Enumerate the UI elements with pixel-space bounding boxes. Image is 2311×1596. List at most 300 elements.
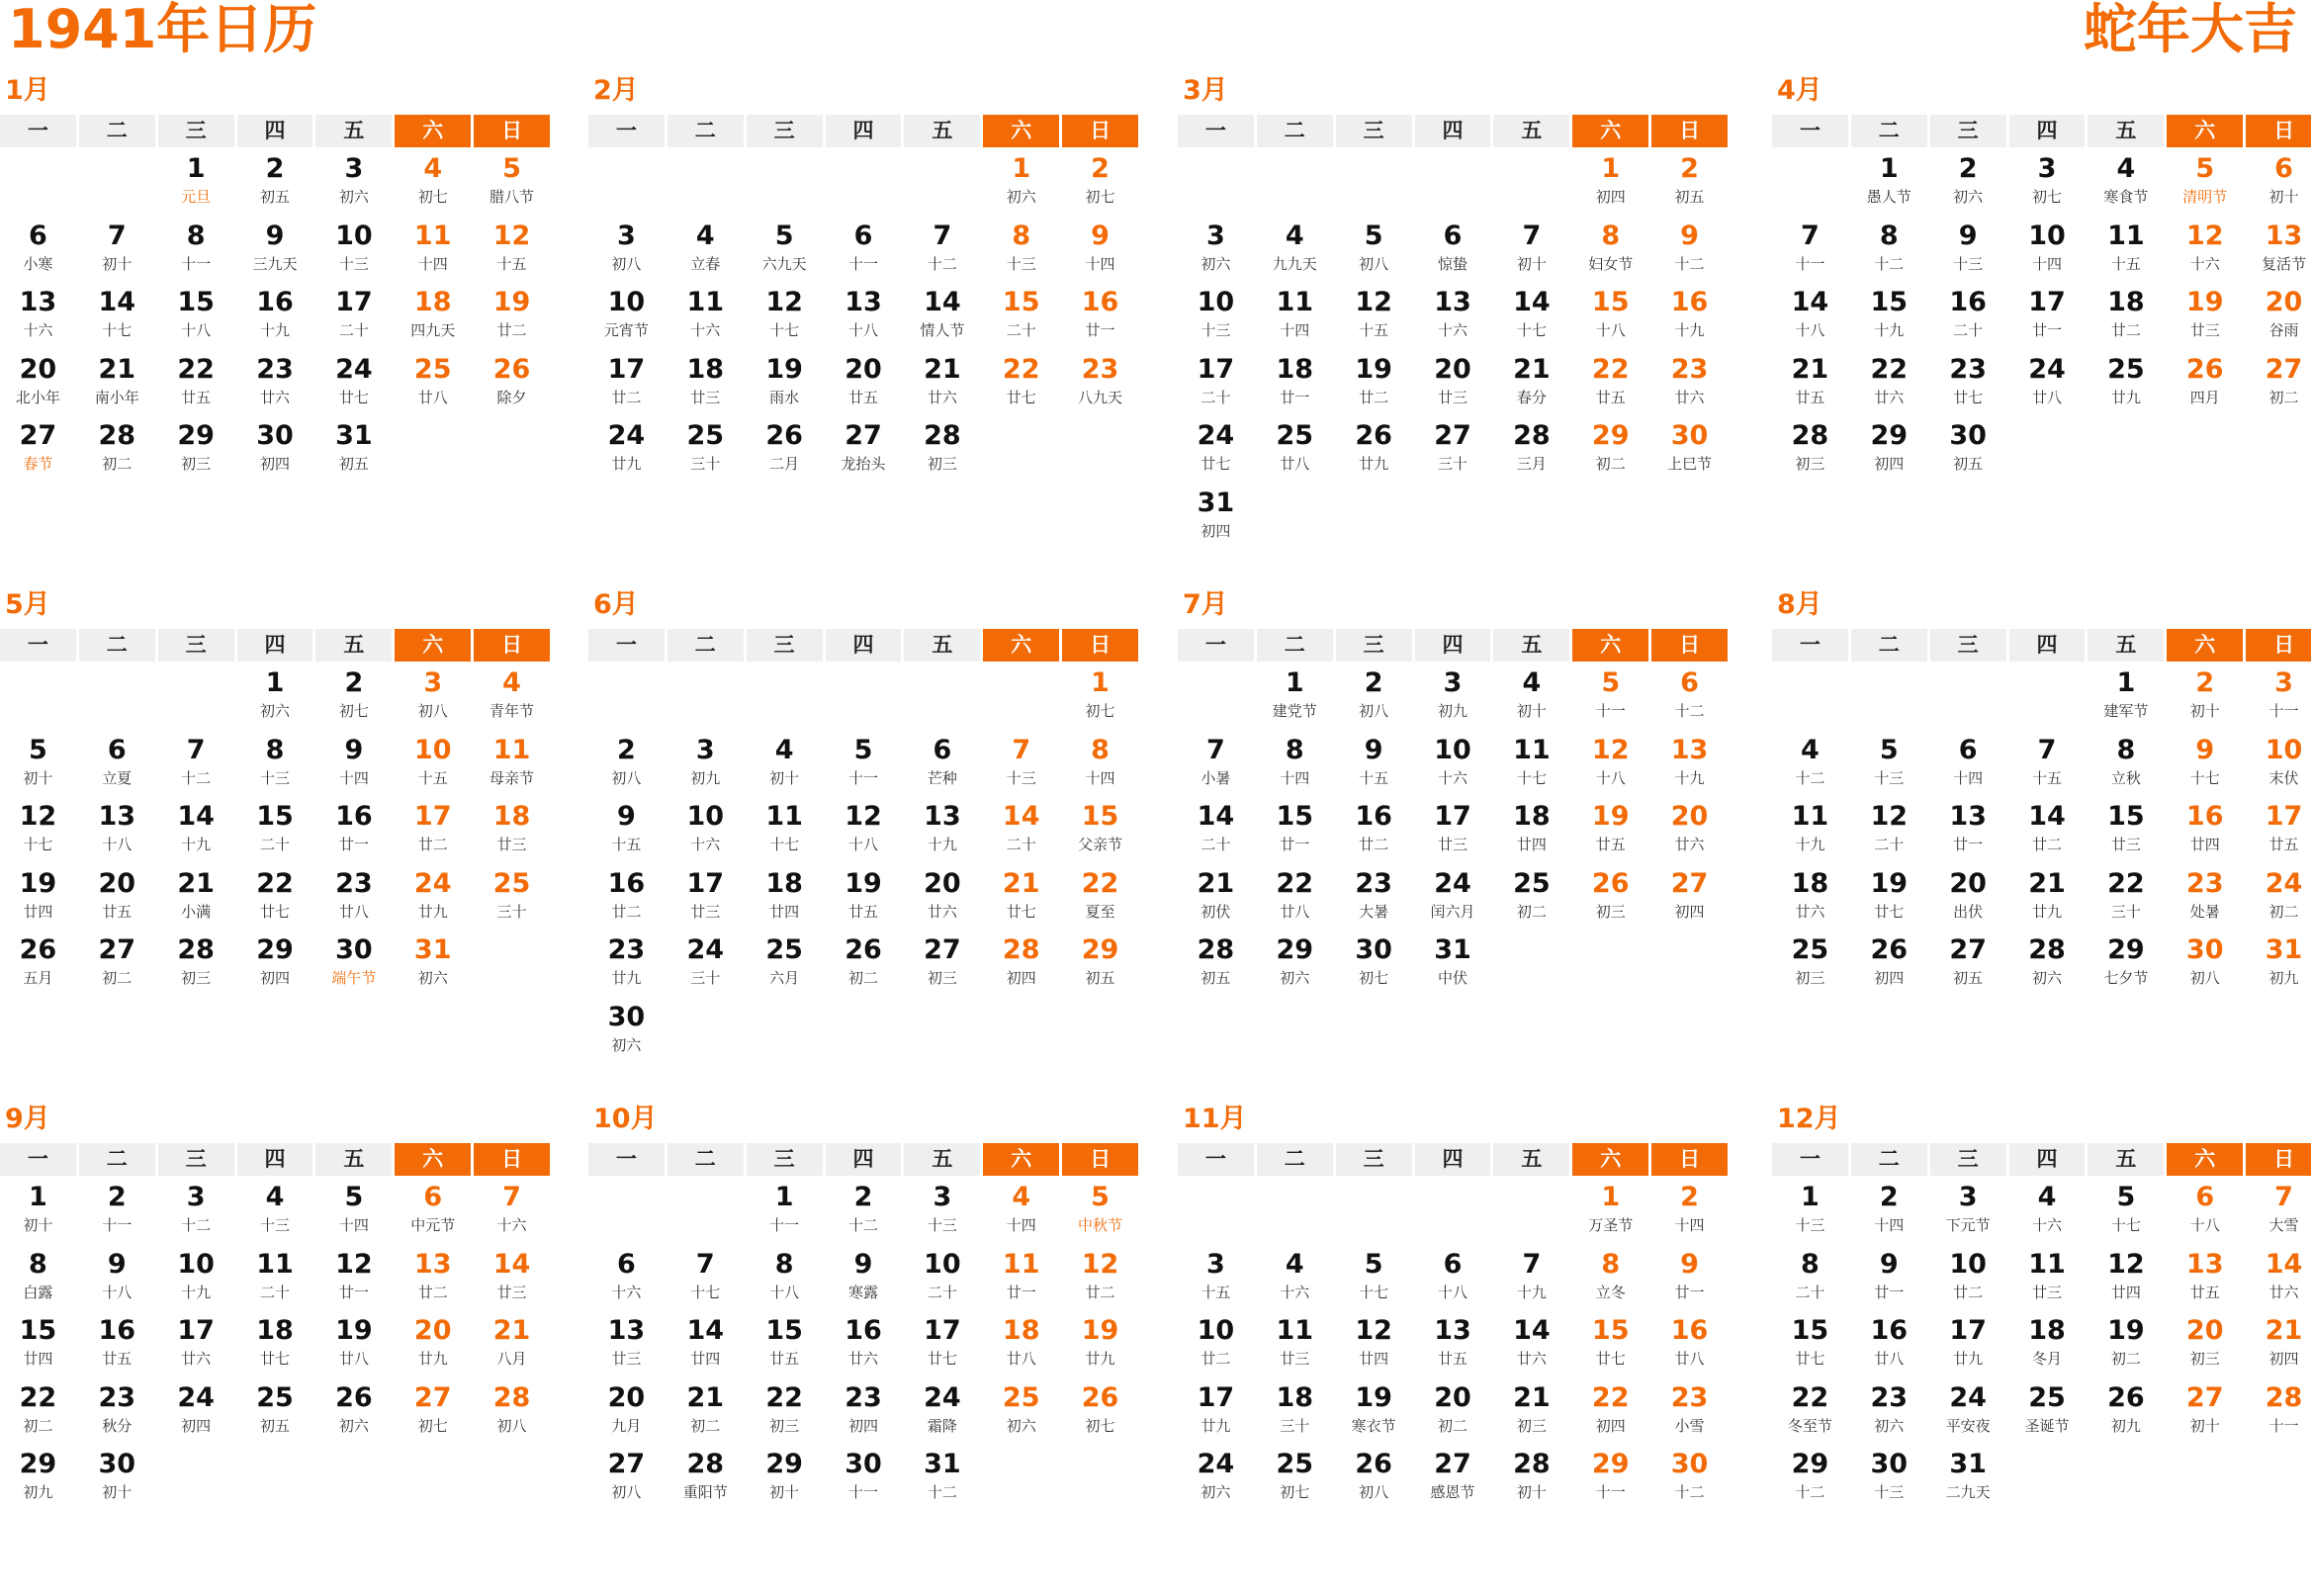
day-cell xyxy=(904,931,980,999)
day-cell xyxy=(1336,665,1412,732)
day-cell xyxy=(395,1379,471,1447)
lunar-date: 廿八 xyxy=(338,902,369,921)
weekday-cell: 日 xyxy=(1651,1143,1728,1176)
day-number: 8 xyxy=(774,1248,794,1280)
lunar-date: 十二 xyxy=(1795,1483,1825,1502)
day-number: 30 xyxy=(256,420,294,452)
day-cell xyxy=(0,1379,76,1447)
day-cell xyxy=(2246,1312,2311,1379)
lunar-date: 廿九 xyxy=(1359,455,1389,474)
day-cell xyxy=(474,1312,550,1379)
lunar-date: 廿二 xyxy=(1085,1283,1115,1301)
day-cell xyxy=(747,1179,823,1246)
lunar-date: 初四 xyxy=(1874,969,1905,988)
day-cell xyxy=(315,665,392,732)
day-number: 20 xyxy=(607,1381,646,1413)
lunar-date: 十二 xyxy=(181,1216,212,1234)
lunar-date: 三十 xyxy=(2110,902,2141,921)
lunar-date: 廿六 xyxy=(1874,388,1905,406)
day-cell xyxy=(79,417,155,485)
day-number: 26 xyxy=(1355,420,1392,452)
empty-day-cell xyxy=(1178,665,1254,732)
day-cell xyxy=(1772,1312,1848,1379)
day-cell xyxy=(1851,732,1927,799)
day-number: 5 xyxy=(502,153,521,184)
empty-day-cell xyxy=(2009,665,2086,732)
day-cell xyxy=(1772,1179,1848,1246)
day-number: 3 xyxy=(2274,667,2293,698)
day-cell xyxy=(1493,417,1569,485)
day-number: 27 xyxy=(413,1381,452,1413)
lunar-date: 廿四 xyxy=(23,1350,53,1369)
day-number: 30 xyxy=(1670,420,1709,452)
day-cell xyxy=(1415,417,1491,485)
day-cell xyxy=(474,732,550,799)
weekday-header xyxy=(1178,1143,1728,1176)
day-cell xyxy=(1062,798,1138,865)
day-cell xyxy=(395,798,471,865)
day-number: 13 xyxy=(1949,801,1987,833)
day-number: 4 xyxy=(1012,1182,1031,1212)
lunar-date: 廿三 xyxy=(1437,836,1467,854)
day-cell xyxy=(474,865,550,932)
day-cell xyxy=(1257,1446,1333,1513)
day-number: 10 xyxy=(1197,287,1235,318)
lunar-date: 廿八 xyxy=(1280,902,1310,921)
lunar-date: 十七 xyxy=(1516,321,1547,340)
day-cell xyxy=(1651,218,1728,285)
lunar-date: 初伏 xyxy=(1200,902,1231,921)
day-cell xyxy=(1336,1246,1412,1313)
lunar-date: 廿三 xyxy=(2110,836,2141,854)
lunar-date: 廿六 xyxy=(847,1350,878,1369)
lunar-date: 初三 xyxy=(769,1416,800,1435)
empty-day-cell xyxy=(1257,1179,1333,1246)
day-number: 28 xyxy=(177,934,215,966)
day-number: 22 xyxy=(765,1381,803,1413)
day-number: 28 xyxy=(2265,1381,2303,1413)
lunar-date: 初四 xyxy=(1200,521,1231,540)
day-number: 15 xyxy=(1276,801,1314,833)
lunar-date: 三九天 xyxy=(252,254,298,273)
day-number: 3 xyxy=(2037,153,2057,184)
day-number: 5 xyxy=(774,220,794,251)
day-number: 29 xyxy=(1081,934,1119,966)
day-number: 2 xyxy=(107,1182,127,1212)
day-cell xyxy=(2246,351,2311,418)
day-cell xyxy=(237,931,313,999)
day-number: 12 xyxy=(19,801,57,833)
calendar-title: 1941年日历 xyxy=(8,0,317,60)
month-label: 7月 xyxy=(1183,589,1228,620)
day-number: 7 xyxy=(695,1248,715,1280)
day-cell xyxy=(1493,665,1569,732)
day-number: 25 xyxy=(1276,420,1314,452)
lunar-date: 二十 xyxy=(338,321,369,340)
lunar-date: 小雪 xyxy=(1674,1416,1705,1435)
day-cell xyxy=(2246,665,2311,732)
day-number: 30 xyxy=(1355,934,1392,966)
day-number: 20 xyxy=(1670,801,1709,833)
day-number: 3 xyxy=(1206,1248,1225,1280)
day-number: 11 xyxy=(256,1248,294,1280)
weekday-cell: 一 xyxy=(588,1143,665,1176)
day-cell xyxy=(1336,1312,1412,1379)
day-number: 15 xyxy=(1081,801,1119,833)
day-cell xyxy=(1930,1246,2006,1313)
day-number: 15 xyxy=(177,287,215,318)
day-cell xyxy=(588,351,665,418)
day-number: 6 xyxy=(2274,153,2293,184)
day-cell xyxy=(747,417,823,485)
day-number: 5 xyxy=(1601,667,1621,698)
lunar-date: 初九 xyxy=(23,1483,53,1502)
day-number: 21 xyxy=(924,353,961,385)
day-number: 6 xyxy=(423,1182,443,1212)
lunar-date: 廿二 xyxy=(496,321,527,340)
day-number: 25 xyxy=(2028,1381,2066,1413)
lunar-date: 廿六 xyxy=(2268,1283,2299,1301)
lunar-date: 中秋节 xyxy=(1078,1216,1123,1234)
day-number: 20 xyxy=(19,353,57,385)
weekday-header xyxy=(1178,115,1728,147)
day-cell xyxy=(1851,798,1927,865)
month-7 xyxy=(1178,587,1728,1082)
day-cell xyxy=(2167,1312,2243,1379)
day-number: 5 xyxy=(344,1182,364,1212)
day-cell xyxy=(904,351,980,418)
day-number: 4 xyxy=(502,667,521,698)
day-cell xyxy=(1178,485,1254,552)
day-number: 31 xyxy=(1197,487,1235,518)
lunar-date: 廿五 xyxy=(2268,836,2299,854)
day-cell xyxy=(474,1246,550,1313)
day-number: 2 xyxy=(265,153,285,184)
lunar-date: 廿一 xyxy=(1874,1283,1905,1301)
day-cell xyxy=(0,1246,76,1313)
day-cell xyxy=(2088,931,2164,999)
day-number: 29 xyxy=(256,934,294,966)
day-cell xyxy=(1772,351,1848,418)
lunar-date: 十七 xyxy=(1359,1283,1389,1301)
day-cell xyxy=(1178,1246,1254,1313)
weekday-header xyxy=(0,115,550,147)
day-number: 24 xyxy=(177,1381,215,1413)
day-number: 29 xyxy=(1591,420,1630,452)
weekday-cell: 二 xyxy=(79,1143,155,1176)
day-number: 1 xyxy=(265,667,285,698)
day-cell xyxy=(1178,931,1254,999)
day-grid xyxy=(1178,1179,1728,1513)
day-number: 27 xyxy=(1670,867,1709,899)
weekday-cell: 日 xyxy=(1651,115,1728,147)
day-cell xyxy=(1336,798,1412,865)
day-cell xyxy=(1772,931,1848,999)
day-number: 5 xyxy=(1879,734,1899,765)
lunar-date: 初四 xyxy=(181,1416,212,1435)
lunar-date: 十八 xyxy=(1595,768,1626,787)
lunar-date: 初八 xyxy=(611,1483,642,1502)
day-cell xyxy=(315,1246,392,1313)
day-cell xyxy=(667,1379,744,1447)
lunar-date: 廿九 xyxy=(1953,1350,1984,1369)
lunar-date: 十五 xyxy=(1359,768,1389,787)
day-cell xyxy=(588,798,665,865)
lunar-date: 廿七 xyxy=(1006,388,1036,406)
day-number: 18 xyxy=(1513,801,1551,833)
day-number: 7 xyxy=(1801,220,1820,251)
day-number: 10 xyxy=(924,1248,961,1280)
day-number: 13 xyxy=(924,801,961,833)
day-cell xyxy=(1336,1446,1412,1513)
day-cell xyxy=(1772,798,1848,865)
day-cell xyxy=(79,284,155,351)
day-cell xyxy=(158,732,234,799)
lunar-date: 初八 xyxy=(611,768,642,787)
day-number: 30 xyxy=(844,1449,882,1480)
weekday-cell: 六 xyxy=(983,629,1059,662)
weekday-header xyxy=(0,1143,550,1176)
day-cell xyxy=(315,865,392,932)
lunar-date: 寒露 xyxy=(847,1283,878,1301)
day-cell xyxy=(588,732,665,799)
day-cell xyxy=(2009,351,2086,418)
lunar-date: 北小年 xyxy=(15,388,60,406)
weekday-cell: 三 xyxy=(1930,115,2006,147)
day-number: 4 xyxy=(265,1182,285,1212)
day-number: 16 xyxy=(1949,287,1987,318)
day-number: 6 xyxy=(107,734,127,765)
day-cell xyxy=(1772,865,1848,932)
day-cell xyxy=(826,284,902,351)
day-cell xyxy=(667,732,744,799)
day-number: 22 xyxy=(1002,353,1040,385)
weekday-cell: 一 xyxy=(588,115,665,147)
day-number: 8 xyxy=(1012,220,1031,251)
day-cell xyxy=(1415,1446,1491,1513)
day-cell xyxy=(395,1179,471,1246)
day-number: 28 xyxy=(1791,420,1829,452)
calendar-motto: 蛇年大吉 xyxy=(2084,0,2297,60)
lunar-date: 寒食节 xyxy=(2103,188,2149,206)
day-cell xyxy=(588,218,665,285)
day-cell xyxy=(904,865,980,932)
day-cell xyxy=(747,351,823,418)
lunar-date: 初五 xyxy=(1953,969,1984,988)
day-cell xyxy=(2088,218,2164,285)
weekday-cell: 六 xyxy=(2167,115,2243,147)
day-number: 18 xyxy=(2028,1315,2066,1347)
day-number: 11 xyxy=(1276,1315,1314,1347)
day-number: 23 xyxy=(844,1381,882,1413)
lunar-date: 十五 xyxy=(496,254,527,273)
day-number: 1 xyxy=(1601,1182,1621,1212)
day-cell xyxy=(2167,865,2243,932)
lunar-date: 下元节 xyxy=(1945,1216,1991,1234)
day-number: 9 xyxy=(853,1248,873,1280)
day-number: 11 xyxy=(2028,1248,2066,1280)
lunar-date: 廿二 xyxy=(1953,1283,1984,1301)
day-number: 7 xyxy=(1522,1248,1542,1280)
day-number: 8 xyxy=(265,734,285,765)
day-number: 19 xyxy=(844,867,882,899)
lunar-date: 十五 xyxy=(417,768,448,787)
day-number: 13 xyxy=(1670,734,1709,765)
lunar-date: 廿九 xyxy=(611,455,642,474)
weekday-cell: 五 xyxy=(1493,1143,1569,1176)
day-number: 30 xyxy=(2185,934,2224,966)
lunar-date: 廿五 xyxy=(102,902,133,921)
day-number: 24 xyxy=(1949,1381,1987,1413)
day-number: 16 xyxy=(1670,1315,1709,1347)
lunar-date: 廿五 xyxy=(2189,1283,2220,1301)
lunar-date: 十二 xyxy=(1795,768,1825,787)
day-number: 15 xyxy=(765,1315,803,1347)
lunar-date: 十七 xyxy=(102,321,133,340)
day-number: 29 xyxy=(1276,934,1314,966)
day-cell xyxy=(2009,931,2086,999)
lunar-date: 九月 xyxy=(611,1416,642,1435)
day-number: 6 xyxy=(617,1248,636,1280)
weekday-cell: 四 xyxy=(826,629,902,662)
day-cell xyxy=(1572,284,1648,351)
lunar-date: 廿七 xyxy=(338,388,369,406)
day-number: 31 xyxy=(924,1449,961,1480)
lunar-date: 初七 xyxy=(1085,702,1115,720)
empty-day-cell xyxy=(826,150,902,218)
lunar-date: 廿三 xyxy=(2189,321,2220,340)
weekday-cell: 四 xyxy=(1415,1143,1491,1176)
lunar-date: 初十 xyxy=(23,768,53,787)
day-number: 24 xyxy=(2265,867,2303,899)
day-cell xyxy=(2009,732,2086,799)
day-number: 14 xyxy=(177,801,215,833)
day-number: 21 xyxy=(98,353,136,385)
day-number: 26 xyxy=(1081,1381,1119,1413)
lunar-date: 初五 xyxy=(1953,455,1984,474)
day-number: 5 xyxy=(1091,1182,1110,1212)
lunar-date: 闰六月 xyxy=(1430,902,1475,921)
day-number: 20 xyxy=(844,353,882,385)
day-cell xyxy=(588,1312,665,1379)
lunar-date: 腊八节 xyxy=(489,188,535,206)
lunar-date: 初四 xyxy=(1595,1416,1626,1435)
lunar-date: 情人节 xyxy=(920,321,965,340)
lunar-date: 三十 xyxy=(1280,1416,1310,1435)
lunar-date: 廿九 xyxy=(1200,1416,1231,1435)
day-number: 19 xyxy=(765,353,803,385)
lunar-date: 初二 xyxy=(23,1416,53,1435)
day-number: 8 xyxy=(1285,734,1304,765)
day-cell xyxy=(0,931,76,999)
lunar-date: 十四 xyxy=(338,768,369,787)
day-number: 25 xyxy=(256,1381,294,1413)
day-number: 8 xyxy=(29,1248,47,1280)
lunar-date: 十八 xyxy=(1795,321,1825,340)
day-cell xyxy=(1062,150,1138,218)
day-number: 13 xyxy=(2185,1248,2224,1280)
lunar-date: 五月 xyxy=(23,969,53,988)
lunar-date: 冬至节 xyxy=(1787,1416,1832,1435)
day-cell xyxy=(1178,417,1254,485)
lunar-date: 初十 xyxy=(23,1216,53,1234)
day-cell xyxy=(79,865,155,932)
day-cell xyxy=(1257,865,1333,932)
day-cell xyxy=(474,284,550,351)
day-number: 12 xyxy=(1870,801,1909,833)
day-cell xyxy=(1336,865,1412,932)
day-number: 6 xyxy=(1958,734,1978,765)
day-number: 28 xyxy=(98,420,136,452)
weekday-cell: 三 xyxy=(1930,629,2006,662)
lunar-date: 十三 xyxy=(927,1216,957,1234)
day-cell xyxy=(0,732,76,799)
day-cell xyxy=(1415,798,1491,865)
lunar-date: 廿二 xyxy=(2110,321,2141,340)
day-number: 11 xyxy=(1513,734,1551,765)
lunar-date: 十六 xyxy=(690,836,721,854)
lunar-date: 惊蛰 xyxy=(1437,254,1467,273)
lunar-date: 廿六 xyxy=(1674,388,1705,406)
day-cell xyxy=(1930,1379,2006,1447)
lunar-date: 龙抬头 xyxy=(841,455,886,474)
lunar-date: 廿九 xyxy=(611,969,642,988)
day-number: 9 xyxy=(107,1248,127,1280)
day-number: 14 xyxy=(1197,801,1235,833)
day-number: 12 xyxy=(335,1248,373,1280)
lunar-date: 廿七 xyxy=(1006,902,1036,921)
month-10 xyxy=(588,1102,1138,1596)
lunar-date: 立夏 xyxy=(102,768,133,787)
day-number: 20 xyxy=(98,867,136,899)
day-cell xyxy=(904,417,980,485)
day-cell xyxy=(315,1379,392,1447)
day-number: 23 xyxy=(607,934,646,966)
day-cell xyxy=(1851,1246,1927,1313)
day-cell xyxy=(1851,218,1927,285)
day-number: 16 xyxy=(1081,287,1119,318)
day-cell xyxy=(1062,1379,1138,1447)
day-number: 12 xyxy=(765,287,803,318)
day-number: 14 xyxy=(2028,801,2066,833)
day-number: 16 xyxy=(256,287,294,318)
weekday-cell: 六 xyxy=(1572,1143,1648,1176)
day-number: 23 xyxy=(335,867,373,899)
lunar-date: 廿八 xyxy=(1280,455,1310,474)
lunar-date: 十一 xyxy=(847,254,878,273)
day-cell xyxy=(1651,150,1728,218)
day-number: 18 xyxy=(686,353,725,385)
lunar-date: 十七 xyxy=(690,1283,721,1301)
day-cell xyxy=(237,665,313,732)
lunar-date: 廿三 xyxy=(496,836,527,854)
weekday-cell: 日 xyxy=(2246,115,2311,147)
day-number: 16 xyxy=(1870,1315,1909,1347)
lunar-date: 十一 xyxy=(769,1216,800,1234)
day-number: 26 xyxy=(765,420,803,452)
lunar-date: 十四 xyxy=(1953,768,1984,787)
empty-day-cell xyxy=(983,665,1059,732)
day-number: 7 xyxy=(2037,734,2057,765)
day-cell xyxy=(1178,284,1254,351)
day-cell xyxy=(747,218,823,285)
weekday-cell: 五 xyxy=(315,629,392,662)
lunar-date: 初九 xyxy=(1437,702,1467,720)
day-cell xyxy=(667,1312,744,1379)
day-number: 21 xyxy=(2265,1315,2303,1347)
day-number: 19 xyxy=(19,867,57,899)
month-label: 8月 xyxy=(1777,589,1822,620)
